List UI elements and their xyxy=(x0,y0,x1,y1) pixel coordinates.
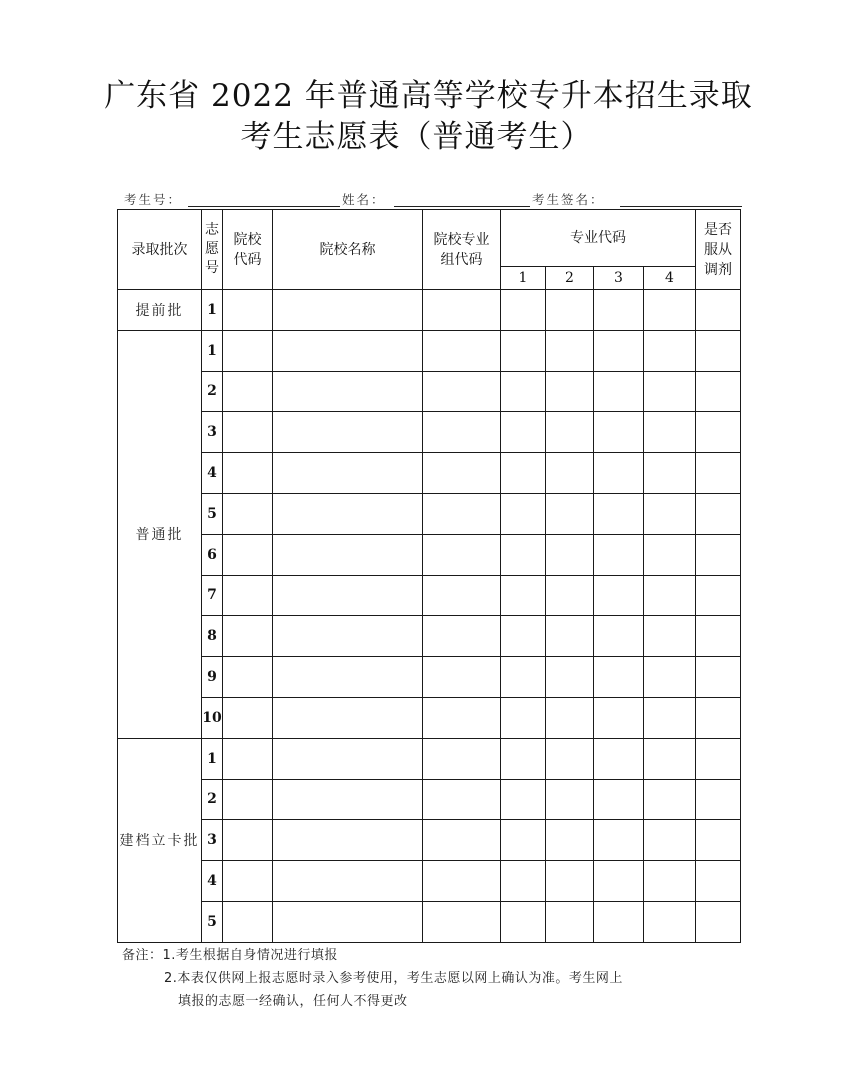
adjust-cell[interactable] xyxy=(696,371,741,412)
table-row xyxy=(118,820,741,861)
major-code-4-cell[interactable] xyxy=(644,861,696,902)
choice-number: 3 xyxy=(202,820,223,861)
major-code-4-cell[interactable] xyxy=(644,779,696,820)
major-code-4-cell[interactable] xyxy=(644,820,696,861)
choice-number: 8 xyxy=(202,616,223,657)
group-code-cell[interactable] xyxy=(423,901,501,942)
school-code-cell[interactable] xyxy=(223,330,273,371)
note-line-2: 2.本表仅供网上报志愿时录入参考使用，考生志愿以网上确认为准。考生网上 xyxy=(164,971,623,986)
major-code-2-cell[interactable] xyxy=(546,901,594,942)
table-row xyxy=(118,453,741,494)
major-code-3-cell[interactable] xyxy=(594,534,644,575)
major-code-3-cell[interactable] xyxy=(594,493,644,534)
choice-number: 7 xyxy=(202,575,223,616)
school-name-cell[interactable] xyxy=(273,738,423,779)
major-code-4-cell[interactable] xyxy=(644,330,696,371)
name-label: 姓名： xyxy=(342,192,386,207)
major-code-3-cell[interactable] xyxy=(594,575,644,616)
group-code-cell[interactable] xyxy=(423,412,501,453)
major-code-1-cell[interactable] xyxy=(501,901,546,942)
school-code-cell[interactable] xyxy=(223,493,273,534)
notes xyxy=(122,944,752,1013)
school-code-cell[interactable] xyxy=(223,616,273,657)
table-row xyxy=(118,861,741,902)
choice-number: 1 xyxy=(202,330,223,371)
school-code-cell[interactable] xyxy=(223,820,273,861)
school-code-cell[interactable] xyxy=(223,453,273,494)
choice-number: 5 xyxy=(202,901,223,942)
major-code-1-cell[interactable] xyxy=(501,575,546,616)
school-code-cell[interactable] xyxy=(223,657,273,698)
group-code-cell[interactable] xyxy=(423,290,501,331)
major-code-1-cell[interactable] xyxy=(501,371,546,412)
school-name-cell[interactable] xyxy=(273,493,423,534)
major-code-3-cell[interactable] xyxy=(594,820,644,861)
major-col-4: 4 xyxy=(644,267,696,290)
major-code-2-cell[interactable] xyxy=(546,412,594,453)
major-code-1-cell[interactable] xyxy=(501,412,546,453)
major-code-4-cell[interactable] xyxy=(644,657,696,698)
major-code-4-cell[interactable] xyxy=(644,412,696,453)
school-code-cell[interactable] xyxy=(223,697,273,738)
major-code-2-cell[interactable] xyxy=(546,779,594,820)
major-code-1-cell[interactable] xyxy=(501,290,546,331)
major-code-3-cell[interactable] xyxy=(594,412,644,453)
school-name-cell[interactable] xyxy=(273,901,423,942)
table-row xyxy=(118,738,741,779)
adjust-cell[interactable] xyxy=(696,820,741,861)
group-code-cell[interactable] xyxy=(423,616,501,657)
major-code-4-cell[interactable] xyxy=(644,493,696,534)
adjust-cell[interactable] xyxy=(696,493,741,534)
header-major-code: 专业代码 xyxy=(501,210,696,267)
adjust-cell[interactable] xyxy=(696,657,741,698)
group-code-cell[interactable] xyxy=(423,534,501,575)
header-choice-number xyxy=(202,210,223,290)
adjust-cell[interactable] xyxy=(696,575,741,616)
major-code-2-cell[interactable] xyxy=(546,453,594,494)
school-code-cell[interactable] xyxy=(223,575,273,616)
major-code-2-cell[interactable] xyxy=(546,493,594,534)
major-col-1: 1 xyxy=(501,267,546,290)
major-code-1-cell[interactable] xyxy=(501,820,546,861)
header-school-code-text: 院校代码 xyxy=(233,231,262,268)
school-code-cell[interactable] xyxy=(223,738,273,779)
major-code-2-cell[interactable] xyxy=(546,330,594,371)
school-code-cell[interactable] xyxy=(223,861,273,902)
major-code-4-cell[interactable] xyxy=(644,616,696,657)
exam-number-label: 考生号： xyxy=(124,192,183,207)
major-col-3: 3 xyxy=(594,267,644,290)
adjust-cell[interactable] xyxy=(696,697,741,738)
major-code-3-cell[interactable] xyxy=(594,697,644,738)
school-code-cell[interactable] xyxy=(223,371,273,412)
major-code-4-cell[interactable] xyxy=(644,575,696,616)
school-code-cell[interactable] xyxy=(223,779,273,820)
school-name-cell[interactable] xyxy=(273,779,423,820)
header-school-code xyxy=(223,210,273,290)
group-code-cell[interactable] xyxy=(423,738,501,779)
major-code-2-cell[interactable] xyxy=(546,657,594,698)
group-code-cell[interactable] xyxy=(423,371,501,412)
adjust-cell[interactable] xyxy=(696,616,741,657)
major-code-3-cell[interactable] xyxy=(594,330,644,371)
table-row xyxy=(118,779,741,820)
major-code-4-cell[interactable] xyxy=(644,290,696,331)
major-code-3-cell[interactable] xyxy=(594,657,644,698)
group-code-cell[interactable] xyxy=(423,330,501,371)
major-code-1-cell[interactable] xyxy=(501,657,546,698)
major-code-1-cell[interactable] xyxy=(501,616,546,657)
table-row xyxy=(118,534,741,575)
major-code-1-cell[interactable] xyxy=(501,493,546,534)
major-code-3-cell[interactable] xyxy=(594,290,644,331)
adjust-cell[interactable] xyxy=(696,779,741,820)
header-school-name: 院校名称 xyxy=(273,210,423,290)
choice-number: 2 xyxy=(202,371,223,412)
table-row xyxy=(118,575,741,616)
table-row xyxy=(118,412,741,453)
name-field[interactable] xyxy=(394,206,530,207)
school-name-cell[interactable] xyxy=(273,657,423,698)
table-row xyxy=(118,330,741,371)
batch-label: 普通批 xyxy=(118,330,202,738)
candidate-info-row xyxy=(122,188,742,210)
group-code-cell[interactable] xyxy=(423,493,501,534)
batch-label: 提前批 xyxy=(118,290,202,331)
major-code-3-cell[interactable] xyxy=(594,779,644,820)
major-code-3-cell[interactable] xyxy=(594,371,644,412)
major-code-3-cell[interactable] xyxy=(594,738,644,779)
table-row xyxy=(118,290,741,331)
group-code-cell[interactable] xyxy=(423,820,501,861)
group-code-cell[interactable] xyxy=(423,657,501,698)
adjust-cell[interactable] xyxy=(696,738,741,779)
major-code-2-cell[interactable] xyxy=(546,738,594,779)
major-code-1-cell[interactable] xyxy=(501,534,546,575)
choice-number: 6 xyxy=(202,534,223,575)
school-name-cell[interactable] xyxy=(273,290,423,331)
choice-number: 4 xyxy=(202,453,223,494)
major-code-1-cell[interactable] xyxy=(501,330,546,371)
school-code-cell[interactable] xyxy=(223,534,273,575)
adjust-cell[interactable] xyxy=(696,901,741,942)
school-name-cell[interactable] xyxy=(273,453,423,494)
group-code-cell[interactable] xyxy=(423,575,501,616)
school-code-cell[interactable] xyxy=(223,412,273,453)
form-title-line2: 考生志愿表（普通考生） xyxy=(240,119,593,155)
major-code-3-cell[interactable] xyxy=(594,901,644,942)
group-code-cell[interactable] xyxy=(423,861,501,902)
major-code-4-cell[interactable] xyxy=(644,738,696,779)
choice-number: 1 xyxy=(202,290,223,331)
major-code-4-cell[interactable] xyxy=(644,901,696,942)
school-name-cell[interactable] xyxy=(273,371,423,412)
adjust-cell[interactable] xyxy=(696,453,741,494)
major-code-2-cell[interactable] xyxy=(546,861,594,902)
adjust-cell[interactable] xyxy=(696,861,741,902)
major-code-2-cell[interactable] xyxy=(546,575,594,616)
table-row xyxy=(118,616,741,657)
major-code-2-cell[interactable] xyxy=(546,534,594,575)
choice-number: 5 xyxy=(202,493,223,534)
school-name-cell[interactable] xyxy=(273,330,423,371)
major-code-3-cell[interactable] xyxy=(594,616,644,657)
table-row xyxy=(118,697,741,738)
major-code-4-cell[interactable] xyxy=(644,534,696,575)
form-title-line1: 广东省 2022 年普通高等学校专升本招生录取 xyxy=(104,78,753,114)
note-line-3: 填报的志愿一经确认，任何人不得更改 xyxy=(178,994,408,1009)
major-code-4-cell[interactable] xyxy=(644,453,696,494)
table-row xyxy=(118,901,741,942)
signature-label: 考生签名： xyxy=(532,192,605,207)
choice-number: 3 xyxy=(202,412,223,453)
major-code-2-cell[interactable] xyxy=(546,371,594,412)
choice-number: 2 xyxy=(202,779,223,820)
major-code-2-cell[interactable] xyxy=(546,616,594,657)
table-row xyxy=(118,493,741,534)
major-code-2-cell[interactable] xyxy=(546,820,594,861)
major-code-1-cell[interactable] xyxy=(501,861,546,902)
choice-number: 10 xyxy=(202,697,223,738)
adjust-cell[interactable] xyxy=(696,412,741,453)
major-code-2-cell[interactable] xyxy=(546,290,594,331)
major-code-1-cell[interactable] xyxy=(501,738,546,779)
school-name-cell[interactable] xyxy=(273,697,423,738)
school-name-cell[interactable] xyxy=(273,861,423,902)
header-group-code xyxy=(423,210,501,290)
table-row xyxy=(118,657,741,698)
group-code-cell[interactable] xyxy=(423,697,501,738)
school-name-cell[interactable] xyxy=(273,534,423,575)
major-col-2: 2 xyxy=(546,267,594,290)
adjust-cell[interactable] xyxy=(696,290,741,331)
batch-label: 建档立卡批 xyxy=(118,738,202,942)
header-choice-number-text: 志愿号 xyxy=(205,222,219,276)
group-code-cell[interactable] xyxy=(423,779,501,820)
major-code-1-cell[interactable] xyxy=(501,453,546,494)
header-group-code-text: 院校专业组代码 xyxy=(433,231,490,268)
note-line-1: 备注：1.考生根据自身情况进行填报 xyxy=(122,948,338,963)
major-code-1-cell[interactable] xyxy=(501,697,546,738)
signature-field[interactable] xyxy=(620,206,742,207)
school-name-cell[interactable] xyxy=(273,820,423,861)
adjust-cell[interactable] xyxy=(696,534,741,575)
school-code-cell[interactable] xyxy=(223,901,273,942)
school-name-cell[interactable] xyxy=(273,575,423,616)
group-code-cell[interactable] xyxy=(423,453,501,494)
exam-number-field[interactable] xyxy=(188,206,340,207)
major-code-3-cell[interactable] xyxy=(594,861,644,902)
table-row xyxy=(118,371,741,412)
major-code-4-cell[interactable] xyxy=(644,371,696,412)
school-name-cell[interactable] xyxy=(273,616,423,657)
major-code-3-cell[interactable] xyxy=(594,453,644,494)
header-adjust-text: 是否服从调剂 xyxy=(704,221,732,278)
major-code-1-cell[interactable] xyxy=(501,779,546,820)
choice-number: 4 xyxy=(202,861,223,902)
choice-number: 9 xyxy=(202,657,223,698)
header-adjust xyxy=(696,210,741,290)
major-code-2-cell[interactable] xyxy=(546,697,594,738)
major-code-4-cell[interactable] xyxy=(644,697,696,738)
choice-number: 1 xyxy=(202,738,223,779)
school-name-cell[interactable] xyxy=(273,412,423,453)
school-code-cell[interactable] xyxy=(223,290,273,331)
header-batch: 录取批次 xyxy=(118,210,202,290)
application-table xyxy=(117,209,741,943)
adjust-cell[interactable] xyxy=(696,330,741,371)
